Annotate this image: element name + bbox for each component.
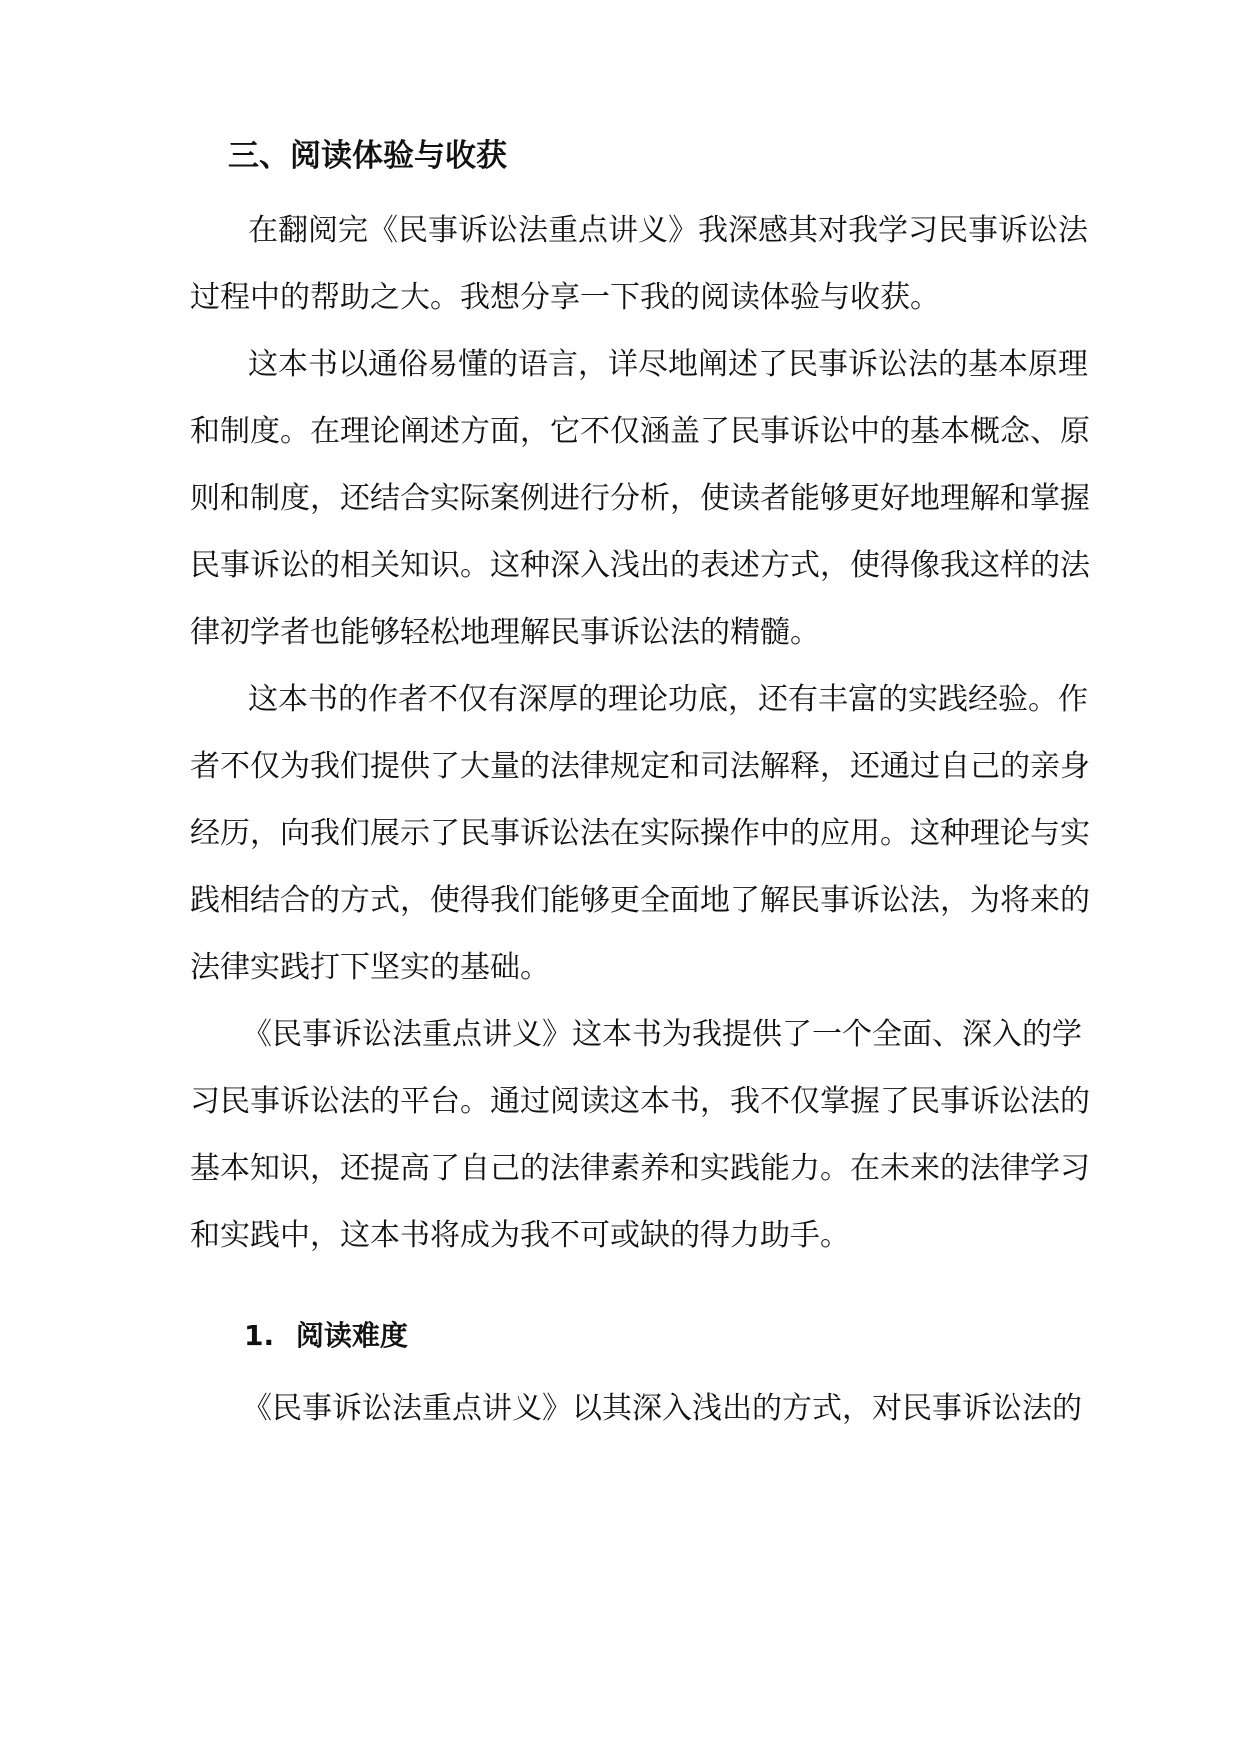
paragraph-2-line-3: 则和制度，还结合实际案例进行分析，使读者能够更好地理解和掌握 [190,481,1090,516]
paragraph-3-line-5: 法律实践打下坚实的基础。 [190,950,550,985]
subsection-title: 阅读难度 [295,1319,408,1352]
paragraph-2-line-5: 律初学者也能够轻松地理解民事诉讼法的精髓。 [190,615,820,650]
paragraph-4-line-4: 和实践中，这本书将成为我不可或缺的得力助手。 [190,1218,850,1253]
paragraph-3-line-1: 这本书的作者不仅有深厚的理论功底，还有丰富的实践经验。作 [248,682,1088,717]
paragraph-1-line-1: 在翻阅完《民事诉讼法重点讲义》我深感其对我学习民事诉讼法 [248,213,1088,248]
paragraph-3-line-2: 者不仅为我们提供了大量的法律规定和司法解释，还通过自己的亲身 [190,749,1090,784]
paragraph-4-line-2: 习民事诉讼法的平台。通过阅读这本书，我不仅掌握了民事诉讼法的 [190,1084,1090,1119]
paragraph-2-line-4: 民事诉讼的相关知识。这种深入浅出的表述方式，使得像我这样的法 [190,548,1090,583]
paragraph-3-line-3: 经历，向我们展示了民事诉讼法在实际操作中的应用。这种理论与实 [190,816,1090,851]
paragraph-2-line-2: 和制度。在理论阐述方面，它不仅涵盖了民事诉讼中的基本概念、原 [190,414,1090,449]
subsection-heading [244,1316,408,1356]
paragraph-3-line-4: 践相结合的方式，使得我们能够更全面地了解民事诉讼法，为将来的 [190,883,1090,918]
section-title: 三、阅读体验与收获 [228,138,507,174]
paragraph-1-line-2: 过程中的帮助之大。我想分享一下我的阅读体验与收获。 [190,280,940,315]
subsection-number: 1. [244,1319,275,1352]
paragraph-4-line-3: 基本知识，还提高了自己的法律素养和实践能力。在未来的法律学习 [190,1151,1090,1186]
paragraph-5-line-1: 《民事诉讼法重点讲义》以其深入浅出的方式，对民事诉讼法的 [242,1391,1082,1426]
paragraph-2-line-1: 这本书以通俗易懂的语言，详尽地阐述了民事诉讼法的基本原理 [248,347,1088,382]
paragraph-4-line-1: 《民事诉讼法重点讲义》这本书为我提供了一个全面、深入的学 [242,1017,1082,1052]
